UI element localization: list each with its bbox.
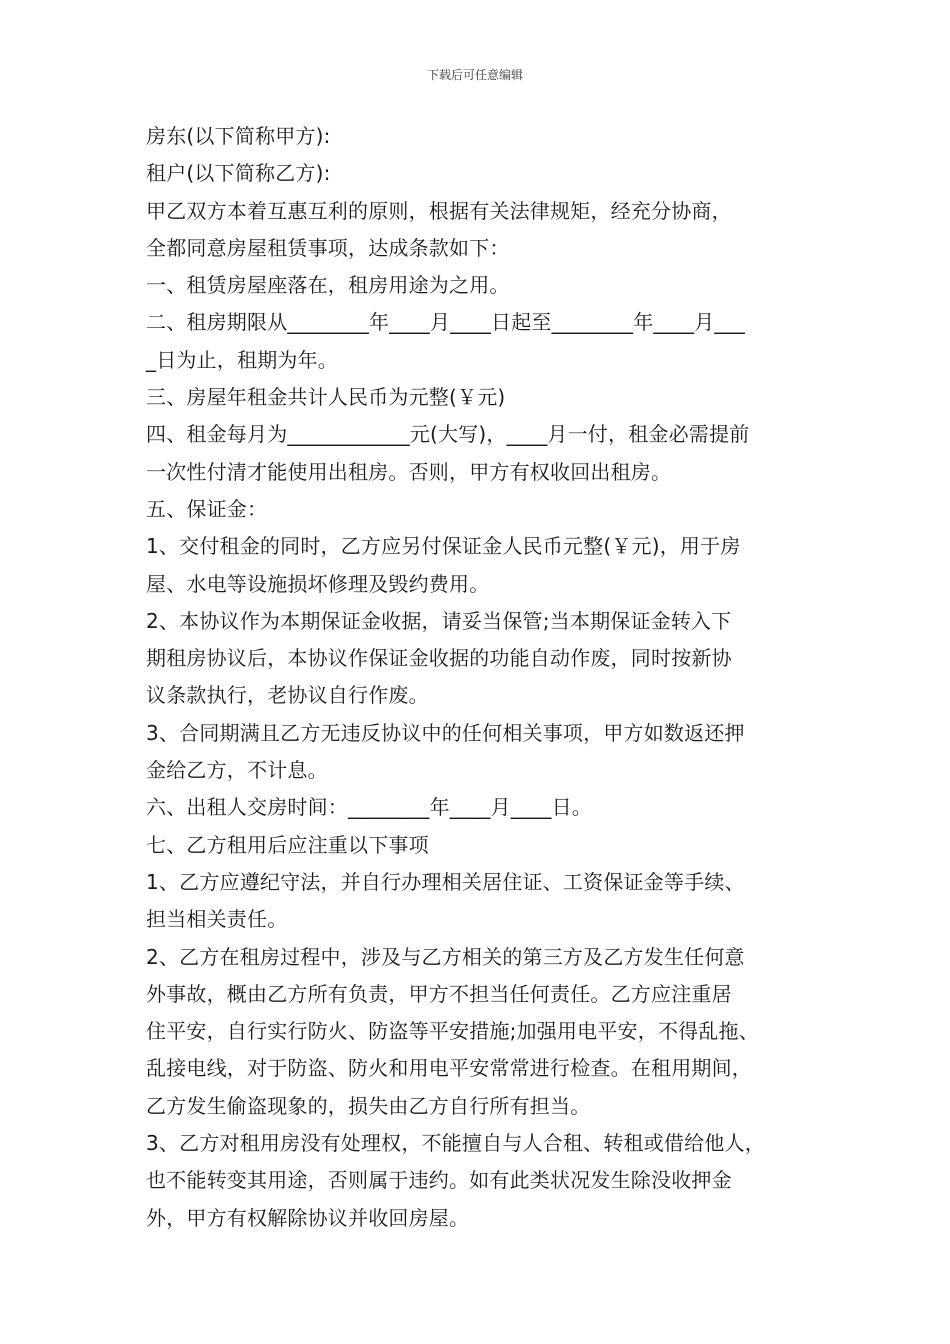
text-line: 甲乙双方本着互惠互利的原则，根据有关法律规矩，经充分协商， [146,198,732,223]
text-line: 四、租金每月为____________元(大写)，____月一付，租金必需提前 [146,422,750,447]
text-line: 乱接电线，对于防盗、防火和用电平安常常进行检查。在租用期间， [146,1056,752,1081]
text-line: 外，甲方有权解除协议并收回房屋。 [146,1205,470,1230]
text-line: 房东(以下简称甲方): [146,124,331,148]
text-line: 六、出租人交房时间：________年____月____日。 [146,795,592,820]
text-line: 议条款执行，老协议自行作废。 [146,683,429,708]
text-line: 担当相关责任。 [146,907,288,932]
text-line: 也不能转变其用途，否则属于违约。如有此类状况发生除没收押金 [146,1168,732,1193]
text-line: 三、房屋年租金共计人民币为元整(￥元) [146,385,506,410]
text-line: 3、乙方对租用房没有处理权，不能擅自与人合租、转租或借给他人， [146,1131,765,1156]
text-line: 1、乙方应遵纪守法，并自行办理相关居住证、工资保证金等手续、 [146,869,745,894]
page-header: 下载后可任意编辑 [426,68,523,82]
text-line: 1、交付租金的同时，乙方应另付保证金人民币元整(￥元)，用于房 [146,534,741,559]
text-line: 一次性付清才能使用出租房。否则，甲方有权收回出租房。 [146,459,672,484]
text-line: _日为止，租期为年。 [146,347,338,372]
text-line: 乙方发生偷盗现象的，损失由乙方自行所有担当。 [146,1093,591,1118]
text-line: 3、合同期满且乙方无违反协议中的任何相关事项，甲方如数返还押 [146,720,745,745]
text-line: 金给乙方，不计息。 [146,758,328,783]
text-line: 五、保证金： [146,496,268,521]
text-line: 一、租赁房屋座落在，租房用途为之用。 [146,273,510,298]
text-line: 屋、水电等设施损坏修理及毁约费用。 [146,571,490,596]
text-line: 租户(以下简称乙方): [146,161,331,186]
text-line: 期租房协议后，本协议作保证金收据的功能自动作废，同时按新协 [146,646,732,671]
text-line: 住平安，自行实行防火、防盗等平安措施;加强用电平安，不得乱拖、 [146,1019,759,1044]
text-line: 外事故，概由乙方所有负责，甲方不担当任何责任。乙方应注重居 [146,981,732,1006]
text-line: 2、本协议作为本期保证金收据，请妥当保管;当本期保证金转入下 [146,608,732,633]
text-line: 全都同意房屋租赁事项，达成条款如下： [146,235,510,260]
text-line: 2、乙方在租房过程中，涉及与乙方相关的第三方及乙方发生任何意 [146,944,745,969]
text-line: 七、乙方租用后应注重以下事项 [146,832,429,857]
text-line: 二、租房期限从________年____月____日起至________年____月___ [146,310,745,335]
document-body [146,118,816,1237]
